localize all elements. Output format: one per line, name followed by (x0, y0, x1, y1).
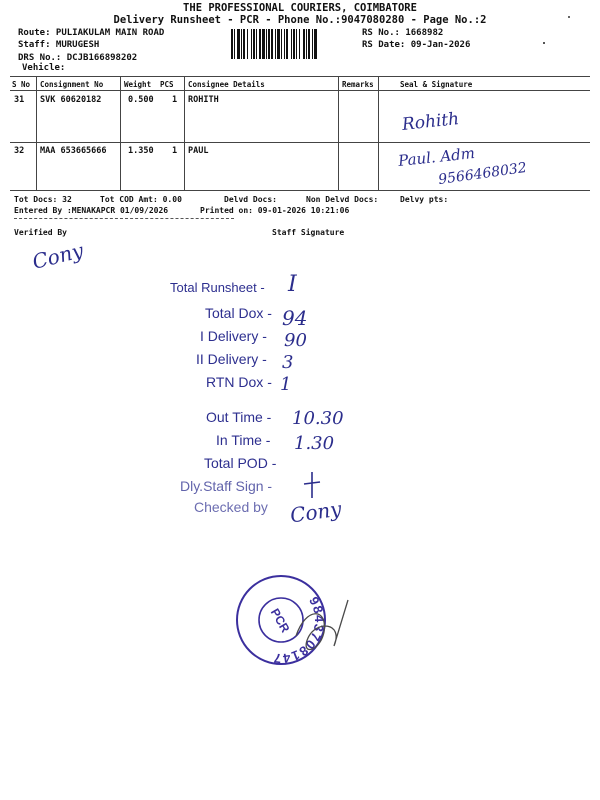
row-consignment: MAA 653665666 (40, 146, 107, 156)
summary-value-total-runsheet: I (288, 272, 297, 297)
summary-value-out-time: 10.30 (292, 408, 344, 429)
stamp-center-text: PCR (267, 606, 293, 635)
stamp-ring-text: 9843708147 (272, 594, 328, 667)
stamp-signature-scribble (288, 596, 368, 670)
totals-divider (14, 218, 234, 219)
summary-label-out-time: Out Time - (206, 409, 272, 425)
summary-label-checked-by: Checked by (194, 499, 268, 515)
rs-date: RS Date: 09-Jan-2026 (362, 40, 471, 50)
barcode (230, 29, 358, 59)
summary-label-total-runsheet: Total Runsheet - (170, 280, 265, 295)
row-sno: 32 (14, 146, 25, 156)
summary-value-ii-delivery: 3 (282, 352, 294, 373)
summary-label-total-pod: Total POD - (204, 455, 277, 471)
delvy-pts: Delvy pts: (400, 195, 449, 204)
row-divider (10, 142, 590, 143)
scan-speck (568, 16, 570, 18)
delvd-docs: Delvd Docs: (224, 195, 277, 204)
column-divider (36, 76, 37, 190)
column-divider (378, 76, 379, 190)
company-name: THE PROFESSIONAL COURIERS, COIMBATORE (183, 2, 417, 14)
summary-label-dly-staff-sign: Dly.Staff Sign - (180, 478, 273, 494)
column-divider (184, 76, 185, 190)
tot-cod-amt: Tot COD Amt: 0.00 (100, 195, 182, 204)
summary-value-in-time: 1.30 (294, 433, 335, 454)
verified-by-label: Verified By (14, 228, 67, 237)
header-weight: Weight (124, 80, 152, 89)
summary-label-total-dox: Total Dox - (205, 305, 272, 321)
summary-value-i-delivery: 90 (284, 330, 307, 351)
runsheet-title: Delivery Runsheet - PCR - Phone No.:9047080280 - Page No.:2 (113, 14, 487, 26)
column-divider (120, 76, 121, 190)
scan-speck (543, 42, 545, 44)
column-divider (338, 76, 339, 190)
summary-label-i-delivery: I Delivery - (200, 328, 267, 344)
header-sno: S No (12, 80, 31, 89)
drs-label: DRS No.: DCJB166898202 (18, 53, 138, 63)
entered-by: Entered By :MENAKAPCR 01/09/2026 (14, 206, 169, 215)
staff-signature-label: Staff Signature (272, 228, 345, 237)
table-top-line (10, 76, 590, 77)
row-signature-phone: 9566468032 (437, 159, 528, 189)
row-signature: Paul. Adm (397, 144, 476, 170)
table-header-line (10, 90, 590, 91)
header-consignment: Consignment No (40, 80, 104, 89)
header-pcs: PCS (160, 80, 174, 89)
row-signature: Rohith (401, 109, 461, 135)
summary-value-checked-by: Cony (288, 496, 343, 528)
row-weight: 0.500 (128, 95, 154, 105)
summary-label-ii-delivery: II Delivery - (196, 351, 267, 367)
row-sno: 31 (14, 95, 25, 105)
header-seal-signature: Seal & Signature (400, 80, 473, 89)
row-consignment: SVK 60620182 (40, 95, 102, 105)
summary-label-in-time: In Time - (216, 432, 271, 448)
verified-signature: Cony (29, 238, 86, 274)
printed-on: Printed on: 09-01-2026 10:21:06 (200, 206, 350, 215)
table-bottom-line (10, 190, 590, 191)
vehicle-label: Vehicle: (22, 63, 66, 73)
header-remarks: Remarks (342, 80, 374, 89)
summary-value-total-dox: 94 (282, 306, 308, 330)
summary-label-rtn-dox: RTN Dox - (206, 374, 272, 390)
non-delvd-docs: Non Delvd Docs: (306, 195, 379, 204)
tot-docs: Tot Docs: 32 (14, 195, 72, 204)
summary-value-rtn-dox: 1 (280, 374, 292, 395)
route-label: Route: PULIAKULAM MAIN ROAD (18, 28, 165, 38)
row-weight: 1.350 (128, 146, 154, 156)
header-consignee: Consignee Details (188, 80, 265, 89)
row-pcs: 1 (172, 146, 178, 156)
rs-number: RS No.: 1668982 (362, 28, 444, 38)
row-pcs: 1 (172, 95, 178, 105)
staff-label: Staff: MURUGESH (18, 40, 100, 50)
row-consignee: PAUL (188, 146, 209, 156)
row-consignee: ROHITH (188, 95, 219, 105)
